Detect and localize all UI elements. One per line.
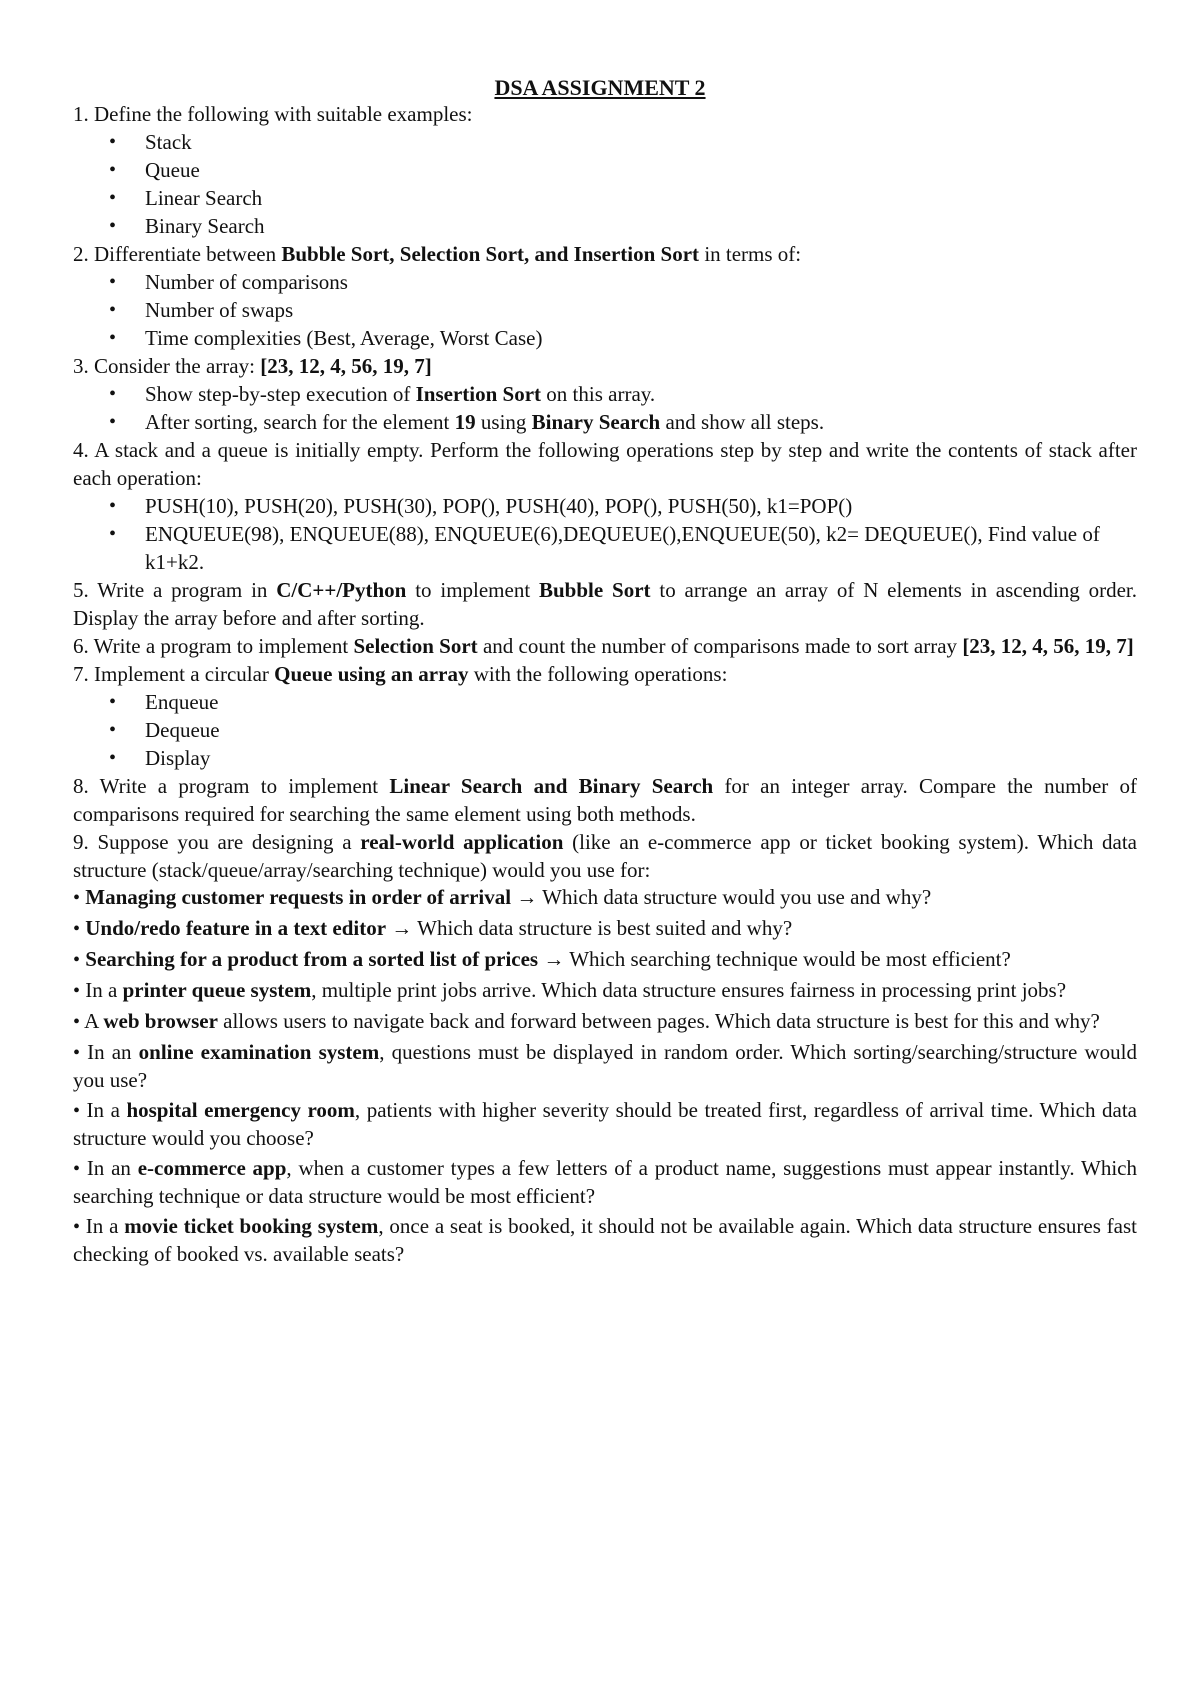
scenario-item [73, 1213, 1137, 1268]
scenario-item [73, 1155, 1137, 1210]
scenario-text: In a [80, 978, 123, 1002]
question-3 [73, 352, 1137, 380]
scenario-text-end: , questions must be displayed in random order. Which sorting/searching/structure would you use? [73, 1040, 1137, 1092]
question-8-text: 8. Write a program to implement [73, 774, 390, 798]
scenario-bold: Undo/redo feature in a text editor [85, 916, 387, 940]
bullet-icon: • [73, 1158, 81, 1180]
question-9 [73, 828, 1137, 884]
scenario-bold: online examination system [138, 1040, 380, 1064]
question-5-bold: Bubble Sort [539, 578, 651, 602]
question-4-list [73, 492, 1137, 576]
scenario-text: In an [80, 1040, 139, 1064]
item-text: Show step-by-step execution of [145, 382, 416, 406]
question-5-text: 5. Write a program in [73, 578, 277, 602]
question-3-text: 3. Consider the array: [73, 354, 261, 378]
question-9-text-end: (like an e-commerce app or ticket booking system). Which data structure (stack/queue/array/searching technique) would you use for: [73, 830, 1137, 882]
scenario-bold: hospital emergency room [126, 1098, 355, 1122]
item-text-end: on this array. [541, 382, 656, 406]
question-6-text-mid: and count the number of comparisons made to sort array [477, 634, 963, 658]
bullet-icon: • [73, 1216, 81, 1238]
question-2-list [73, 268, 1137, 352]
scenario-item [73, 1008, 1137, 1036]
scenario-text-end: → Which searching technique would be most efficient? [538, 947, 1011, 971]
scenario-item [73, 946, 1137, 974]
question-4: 4. A stack and a queue is initially empty. Perform the following operations step by step and write the contents of stack after each operation: [73, 438, 1137, 490]
item-bold: Insertion Sort [415, 382, 542, 406]
scenario-text: In a [80, 1214, 125, 1238]
scenario-bold: printer queue system [122, 978, 312, 1002]
question-6-text: 6. Write a program to implement [73, 634, 354, 658]
bullet-icon: • [73, 1100, 81, 1122]
scenario-text-end: , multiple print jobs arrive. Which data structure ensures fairness in processing print jobs? [311, 978, 1067, 1002]
item-bold: 19 [454, 410, 476, 434]
bullet-icon: • [73, 1011, 81, 1033]
question-5-text-end: to arrange an array of N elements in ascending order. Display the array before and after sorting. [73, 578, 1137, 630]
question-7 [73, 660, 1137, 688]
question-5-text-mid: to implement [406, 578, 539, 602]
question-5 [73, 576, 1137, 632]
list-item: • Dequeue [145, 716, 1137, 744]
question-5-bold: C/C++/Python [276, 578, 407, 602]
scenario-item [73, 1039, 1137, 1094]
list-item: • Number of swaps [145, 296, 1137, 324]
bullet-icon: • [73, 918, 81, 940]
scenario-item [73, 977, 1137, 1005]
scenario-item [73, 884, 1137, 912]
question-9-bold: real-world application [360, 830, 564, 854]
item-bold: Binary Search [531, 410, 661, 434]
scenario-text: In an [80, 1156, 138, 1180]
scenario-bold: web browser [103, 1009, 218, 1033]
question-8 [73, 772, 1137, 828]
scenario-text-end: → Which data structure is best suited and why? [386, 916, 793, 940]
scenario-item [73, 1097, 1137, 1152]
list-item: • Time complexities (Best, Average, Worst Case) [145, 324, 1137, 352]
list-item: • Enqueue [145, 688, 1137, 716]
scenario-bold: Managing customer requests in order of arrival [85, 885, 512, 909]
scenario-bold: e-commerce app [137, 1156, 287, 1180]
scenario-text-end: , patients with higher severity should be treated first, regardless of arrival time. Which data structure would you choose? [73, 1098, 1138, 1150]
list-item [145, 380, 1137, 408]
question-7-text: 7. Implement a circular [73, 662, 275, 686]
question-7-list [73, 688, 1137, 772]
scenario-text-end: , once a seat is booked, it should not be available again. Which data structure ensures fast checking of booked vs. available seats? [73, 1214, 1137, 1266]
list-item: • Number of comparisons [145, 268, 1137, 296]
list-item: • Queue [145, 156, 1137, 184]
question-1-list [73, 128, 1137, 240]
scenario-text: A [80, 1009, 104, 1033]
bullet-icon: • [73, 980, 81, 1002]
list-item [145, 408, 1137, 436]
list-item: • Stack [145, 128, 1137, 156]
question-7-bold: Queue using an array [274, 662, 469, 686]
bullet-icon: • [73, 949, 81, 971]
question-8-bold: Linear Search and Binary Search [389, 774, 714, 798]
item-text-mid: using [475, 410, 532, 434]
question-7-text-end: with the following operations: [468, 662, 728, 686]
item-text-end: and show all steps. [660, 410, 825, 434]
question-2-bold: Bubble Sort, Selection Sort, and Insertion Sort [281, 242, 700, 266]
assignment-content [73, 100, 1137, 1268]
question-6-array: [23, 12, 4, 56, 19, 7] [962, 634, 1134, 658]
question-6 [73, 632, 1137, 660]
question-2 [73, 240, 1137, 268]
question-2-text-end: in terms of: [699, 242, 802, 266]
list-item: • Linear Search [145, 184, 1137, 212]
question-1: 1. Define the following with suitable examples: [73, 102, 473, 126]
question-8-text-end: for an integer array. Compare the number of comparisons required for searching the same element using both methods. [73, 774, 1137, 826]
question-3-array: [23, 12, 4, 56, 19, 7] [260, 354, 432, 378]
scenario-item [73, 915, 1137, 943]
list-item: • Display [145, 744, 1137, 772]
list-item: • Binary Search [145, 212, 1137, 240]
bullet-icon: • [73, 887, 81, 909]
question-6-bold: Selection Sort [353, 634, 478, 658]
scenario-bold: Searching for a product from a sorted list of prices [85, 947, 539, 971]
bullet-icon: • [73, 1042, 81, 1064]
question-2-text: 2. Differentiate between [73, 242, 282, 266]
scenario-text-end: → Which data structure would you use and why? [511, 885, 932, 909]
scenario-text-end: allows users to navigate back and forward between pages. Which data structure is best for this and why? [217, 1009, 1100, 1033]
scenario-text: In a [80, 1098, 127, 1122]
scenario-text-end: , when a customer types a few letters of a product name, suggestions must appear instantly. Which searching technique or data structure would be most efficient? [73, 1156, 1137, 1208]
page-title: DSA ASSIGNMENT 2 [494, 75, 706, 100]
list-item: • PUSH(10), PUSH(20), PUSH(30), POP(), PUSH(40), POP(), PUSH(50), k1=POP() [145, 492, 1137, 520]
list-item: • ENQUEUE(98), ENQUEUE(88), ENQUEUE(6),DEQUEUE(),ENQUEUE(50), k2= DEQUEUE(), Find value of k1+k2. [145, 520, 1137, 576]
scenario-bold: movie ticket booking system [124, 1214, 379, 1238]
item-text: After sorting, search for the element [145, 410, 455, 434]
question-9-text: 9. Suppose you are designing a [73, 830, 361, 854]
question-3-list [73, 380, 1137, 436]
